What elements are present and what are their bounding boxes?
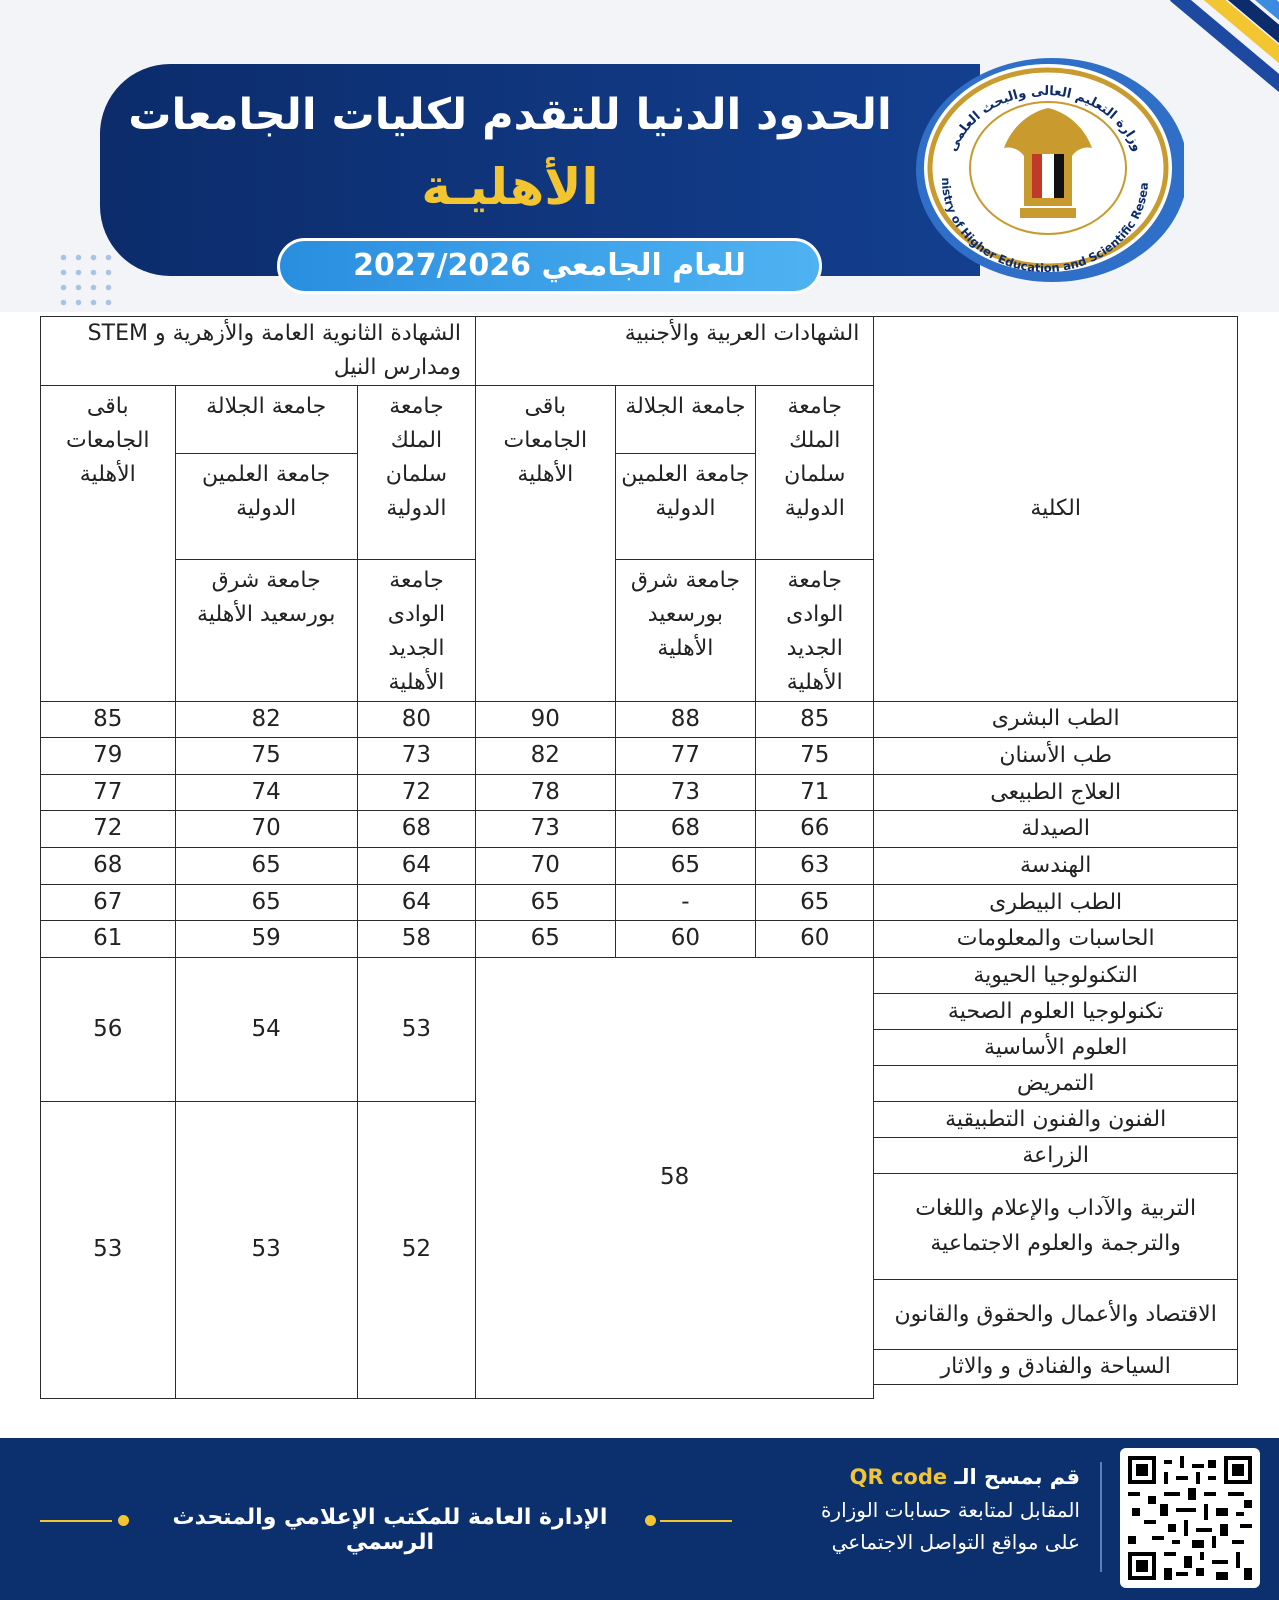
score-cell: 65 (756, 884, 874, 921)
score-cell: 73 (476, 811, 616, 848)
score-cell: 64 (357, 884, 475, 921)
faculty-name: العلاج الطبيعى (874, 774, 1238, 811)
faculty-name: الاقتصاد والأعمال والحقوق والقانون (874, 1280, 1238, 1350)
score-cell: 85 (756, 701, 874, 738)
score-cell: 65 (175, 884, 357, 921)
score-cell: 72 (41, 811, 176, 848)
table-row (41, 738, 1238, 775)
score-cell: 79 (41, 738, 176, 775)
footer-decor-dot (118, 1515, 129, 1526)
score-cell: 67 (41, 884, 176, 921)
score-cell: 72 (357, 774, 475, 811)
score-cell: 85 (41, 701, 176, 738)
page-subtitle: الأهليـة (421, 158, 599, 216)
group-header-general: الشهادة الثانوية العامة والأزهرية و STEM ومدارس النيل (41, 317, 476, 386)
score-cell: 75 (175, 738, 357, 775)
score-cell: 52 (357, 1102, 475, 1399)
uni-header-alamein-foreign: جامعة العلمين الدولية (615, 454, 756, 560)
score-cell: 65 (615, 848, 756, 885)
score-cell: 65 (175, 848, 357, 885)
footer-decor-dot (645, 1515, 656, 1526)
faculty-name: تكنولوجيا العلوم الصحية (874, 994, 1238, 1030)
uni-header-rest-general: باقى الجامعات الأهلية (41, 386, 176, 701)
score-cell: 54 (175, 958, 357, 1102)
score-cell: 77 (615, 738, 756, 775)
qr-code[interactable] (1120, 1448, 1260, 1588)
score-cell: 70 (175, 811, 357, 848)
score-cell: 53 (357, 958, 475, 1102)
page-title: الحدود الدنيا للتقدم لكليات الجامعات (128, 90, 892, 140)
faculty-name: التكنولوجيا الحيوية (874, 958, 1238, 994)
qr-instruction-line2: المقابل لمتابعة حسابات الوزارة (820, 1498, 1080, 1522)
score-cell: 88 (615, 701, 756, 738)
uni-header-rest-foreign: باقى الجامعات الأهلية (476, 386, 616, 701)
score-cell: 68 (41, 848, 176, 885)
table-row (41, 884, 1238, 921)
faculty-name: العلوم الأساسية (874, 1030, 1238, 1066)
qr-instruction-prefix: قم بمسح الـ (954, 1465, 1080, 1489)
score-cell: 80 (357, 701, 475, 738)
score-cell: 90 (476, 701, 616, 738)
score-cell: 73 (357, 738, 475, 775)
academic-year-badge: للعام الجامعي 2027/2026 (277, 238, 822, 294)
seal-text (930, 80, 1160, 280)
score-cell: - (615, 884, 756, 921)
uni-header-galala-general: جامعة الجلالة (175, 386, 357, 454)
score-cell: 77 (41, 774, 176, 811)
qr-code-label: QR code (849, 1465, 948, 1489)
footer-divider (1100, 1462, 1102, 1572)
score-cell: 82 (476, 738, 616, 775)
table-row (41, 921, 1238, 958)
table-row (41, 774, 1238, 811)
faculty-name: الزراعة (874, 1138, 1238, 1174)
faculty-name: الفنون والفنون التطبيقية (874, 1102, 1238, 1138)
table-row (41, 811, 1238, 848)
dots-decoration (56, 250, 116, 310)
score-cell: 53 (175, 1102, 357, 1399)
faculty-name: الهندسة (874, 848, 1238, 885)
score-cell: 53 (41, 1102, 176, 1399)
faculty-name: الطب البيطرى (874, 884, 1238, 921)
table-row (41, 701, 1238, 738)
uni-header-wadi-general: جامعة الوادى الجديد الأهلية (357, 560, 475, 701)
faculty-name: السياحة والفنادق و والاثار (874, 1350, 1238, 1385)
score-cell: 68 (615, 811, 756, 848)
qr-instruction-line1 (780, 1465, 1080, 1489)
table-row (41, 958, 1238, 994)
score-cell: 82 (175, 701, 357, 738)
svg-text:وزارة التعليم العالى والبحث ال (945, 84, 1145, 154)
score-cell: 78 (476, 774, 616, 811)
uni-header-alamein-general: جامعة العلمين الدولية (175, 454, 357, 560)
seal-english-name: nistry of Higher Education and Scientific Resea (938, 177, 1152, 276)
score-cell: 66 (756, 811, 874, 848)
score-cell: 74 (175, 774, 357, 811)
media-office-label: الإدارة العامة للمكتب الإعلامي والمتحدث الرسمي (172, 1505, 608, 1555)
qr-instruction-line3: على مواقع التواصل الاجتماعي (831, 1530, 1080, 1554)
uni-header-salman-foreign: جامعة الملك سلمان الدولية (756, 386, 874, 560)
faculty-name: طب الأسنان (874, 738, 1238, 775)
score-cell: 63 (756, 848, 874, 885)
uni-header-salman-general: جامعة الملك سلمان الدولية (357, 386, 475, 560)
score-cell: 56 (41, 958, 176, 1102)
faculty-name: التمريض (874, 1066, 1238, 1102)
footer-decor-line (660, 1520, 732, 1522)
group-header-foreign: الشهادات العربية والأجنبية (476, 317, 874, 386)
seal-arabic-name: وزارة التعليم العالى والبحث العلمى (945, 83, 1145, 154)
footer-decor-line (40, 1520, 112, 1522)
score-cell: 60 (615, 921, 756, 958)
score-cell: 70 (476, 848, 616, 885)
score-cell: 64 (357, 848, 475, 885)
qr-code-icon (1128, 1456, 1252, 1580)
faculty-name: الصيدلة (874, 811, 1238, 848)
score-cell: 65 (476, 921, 616, 958)
uni-header-portsaid-foreign: جامعة شرق بورسعيد الأهلية (615, 560, 756, 701)
score-cell: 60 (756, 921, 874, 958)
svg-text:Ministry of Higher Education a (930, 80, 1151, 275)
faculty-name: الحاسبات والمعلومات (874, 921, 1238, 958)
score-cell: 58 (357, 921, 475, 958)
uni-header-galala-foreign: جامعة الجلالة (615, 386, 756, 454)
faculty-name: التربية والآداب والإعلام واللغات والترجمة والعلوم الاجتماعية (874, 1174, 1238, 1280)
foreign-merged-score: 58 (476, 958, 874, 1399)
score-cell: 68 (357, 811, 475, 848)
faculty-column-header: الكلية (874, 317, 1238, 702)
uni-header-wadi-foreign: جامعة الوادى الجديد الأهلية (756, 560, 874, 701)
score-cell: 61 (41, 921, 176, 958)
score-cell: 75 (756, 738, 874, 775)
score-cell: 73 (615, 774, 756, 811)
score-cell: 65 (476, 884, 616, 921)
faculty-name: الطب البشرى (874, 701, 1238, 738)
table-row (41, 848, 1238, 885)
score-cell: 71 (756, 774, 874, 811)
admission-table (40, 316, 1238, 1399)
uni-header-portsaid-general: جامعة شرق بورسعيد الأهلية (175, 560, 357, 701)
score-cell: 59 (175, 921, 357, 958)
